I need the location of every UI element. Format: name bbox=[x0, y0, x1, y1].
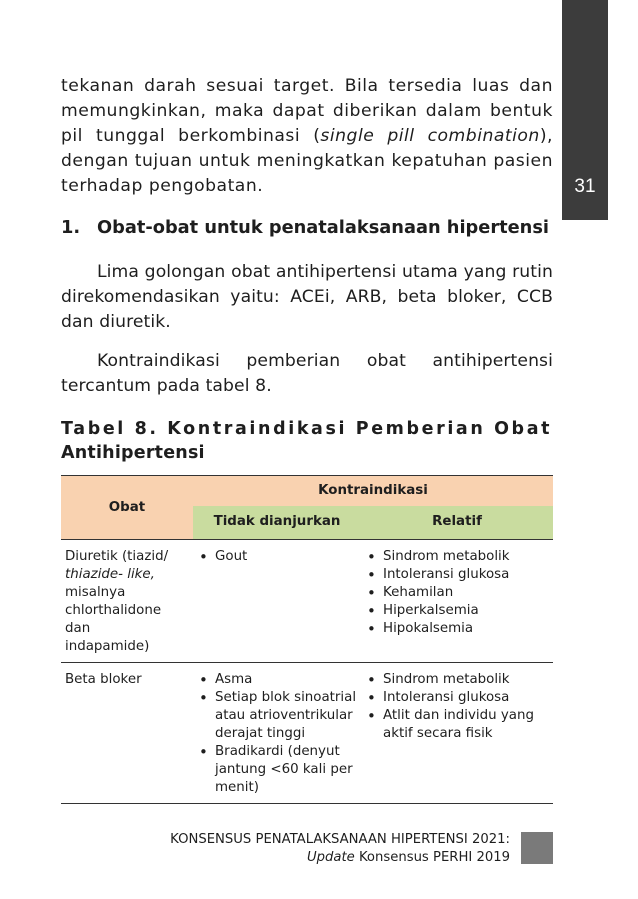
section-heading bbox=[61, 215, 561, 240]
intro-text-italic: single pill combination bbox=[320, 126, 540, 146]
footer-marker-box bbox=[521, 832, 553, 864]
section-title: Obat-obat untuk penatalaksanaan hipertensi bbox=[97, 217, 550, 238]
list-item: • Intoleransi glukosa bbox=[365, 566, 549, 584]
page-number-tab bbox=[562, 0, 608, 220]
list-item: • Intoleransi glukosa bbox=[365, 689, 549, 707]
header-obat: Obat bbox=[61, 476, 193, 540]
header-kontraindikasi: Kontraindikasi bbox=[193, 476, 553, 506]
drug-line-italic: thiazide- like, bbox=[65, 567, 155, 582]
list-item: • Sindrom metabolik bbox=[365, 671, 549, 689]
footer-line1: KONSENSUS PENATALAKSANAAN HIPERTENSI 2021: bbox=[170, 832, 510, 847]
footer-line2-text: Konsensus PERHI 2019 bbox=[354, 850, 510, 865]
table-title-line1: Tabel 8. Kontraindikasi Pemberian Obat bbox=[61, 419, 553, 439]
drug-cell bbox=[61, 540, 193, 663]
footer-line2-italic: Update bbox=[306, 850, 355, 865]
list-item: • Kehamilan bbox=[365, 584, 549, 602]
relatif-cell bbox=[361, 540, 553, 663]
intro-text-start: tekanan darah sesuai target. Bila tersedia luas dan memungkinkan, maka dapat diberikan dalam bentuk pil tunggal berkombinasi ( bbox=[61, 76, 553, 146]
drug-line bbox=[65, 566, 189, 584]
drug-line: chlorthalidone dan bbox=[65, 603, 162, 636]
list-item: • Hiperkalsemia bbox=[365, 602, 549, 620]
table-row bbox=[61, 540, 553, 663]
drug-line: Beta bloker bbox=[65, 672, 142, 687]
tidak-dianjurkan-cell bbox=[193, 540, 361, 663]
running-footer bbox=[170, 831, 510, 867]
contraindication-table bbox=[61, 475, 553, 804]
header-relatif: Relatif bbox=[361, 506, 553, 540]
drug-line: misalnya bbox=[65, 585, 126, 600]
list-item: • Hipokalsemia bbox=[365, 620, 549, 638]
drug-cell bbox=[61, 663, 193, 804]
list-item: • Asma bbox=[197, 671, 357, 689]
list-item: • Gout bbox=[197, 548, 357, 566]
list-item: • Bradikardi (denyut jantung <60 kali per menit) bbox=[197, 743, 357, 797]
list-item: • Setiap blok sinoatrial atau atrioventrikular derajat tinggi bbox=[197, 689, 357, 743]
intro-text-end: ), dengan tujuan untuk meningkatkan kepatuhan pasien terhadap pengobatan. bbox=[61, 126, 553, 196]
table-row bbox=[61, 663, 553, 804]
table-title-line2: Antihipertensi bbox=[61, 443, 205, 463]
contraindication-paragraph: Kontraindikasi pemberian obat antihipertensi tercantum pada tabel 8. bbox=[61, 351, 553, 396]
drug-classes-paragraph: Lima golongan obat antihipertensi utama yang rutin direkomendasikan yaitu: ACEi, ARB, beta bloker, CCB dan diuretik. bbox=[61, 262, 553, 332]
relatif-cell bbox=[361, 663, 553, 804]
drug-line: Diuretik (tiazid/ bbox=[65, 549, 169, 564]
page-number: 31 bbox=[574, 176, 596, 197]
header-tidak-dianjurkan: Tidak dianjurkan bbox=[193, 506, 361, 540]
list-item: • Sindrom metabolik bbox=[365, 548, 549, 566]
list-item: • Atlit dan individu yang aktif secara fisik bbox=[365, 707, 549, 743]
drug-line: indapamide) bbox=[65, 639, 150, 654]
table-title bbox=[61, 417, 553, 465]
section-number: 1. bbox=[61, 217, 81, 238]
intro-paragraph bbox=[61, 74, 553, 199]
tidak-dianjurkan-cell bbox=[193, 663, 361, 804]
footer-line2 bbox=[170, 849, 510, 867]
